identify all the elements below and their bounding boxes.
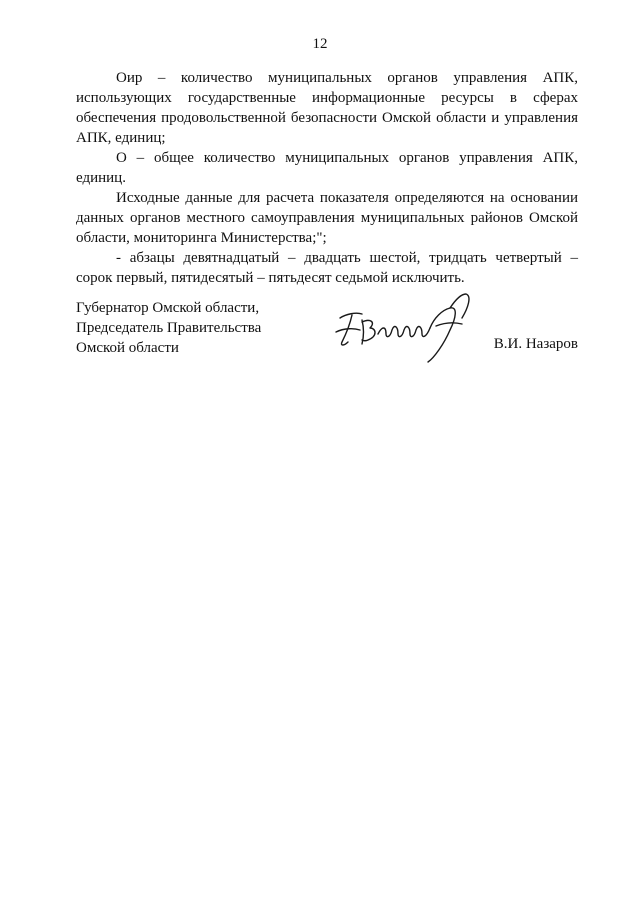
signatory-title-line: Губернатор Омской области, [76, 300, 260, 316]
paragraph: Оир – количество муниципальных органов управления АПК, использующих государственные информационные ресурсы в сферах обеспечения продовольственной безопасности Омской области и управления АПК, единиц; [76, 70, 578, 146]
document-body [76, 68, 578, 288]
signatory-title [76, 298, 261, 358]
signatory-name: В.И. Назаров [493, 336, 578, 352]
signatory-title-line: Председатель Правительства [76, 320, 262, 336]
handwritten-signature [326, 288, 496, 368]
page-number: 12 [312, 36, 328, 52]
signature-block [76, 298, 578, 378]
signatory-title-line: Омской области [76, 340, 179, 356]
paragraph: - абзацы девятнадцатый – двадцать шестой, тридцать четвертый – сорок первый, пятидесятый – пятьдесят седьмой исключить. [76, 250, 578, 286]
paragraph: Исходные данные для расчета показателя определяются на основании данных органов местного самоуправления муниципальных районов Омской области, мониторинга Министерства;"; [76, 190, 578, 246]
paragraph: О – общее количество муниципальных органов управления АПК, единиц. [76, 150, 578, 186]
